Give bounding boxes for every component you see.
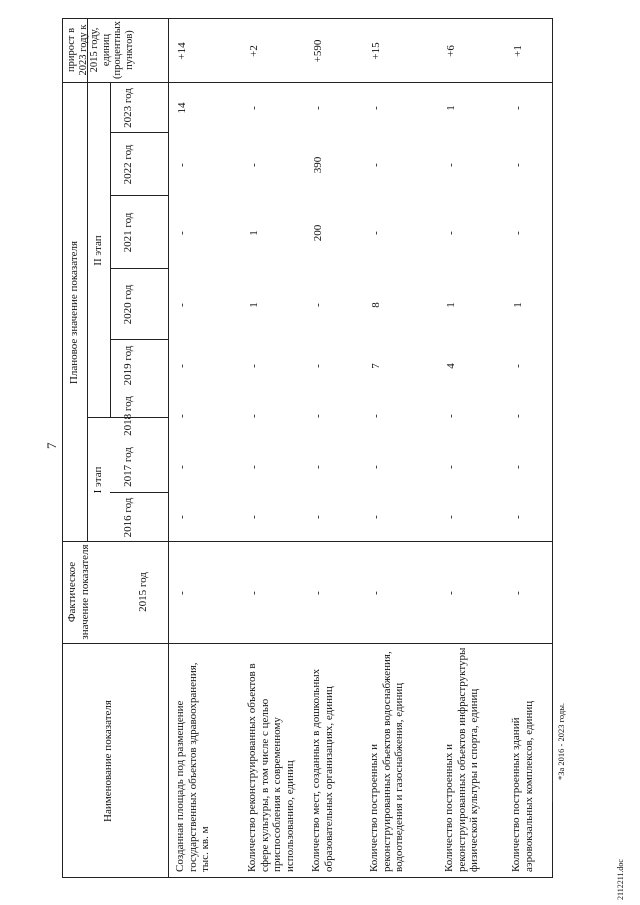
cell-value: 1: [512, 302, 524, 308]
row-name: Количество построенных зданий аэровокзальных комплексов, единиц: [510, 700, 535, 872]
filename: 2112211.doc: [616, 859, 625, 900]
cell-actual: -: [312, 591, 324, 595]
cell-value: -: [445, 465, 457, 469]
cell-value: 4: [445, 363, 457, 369]
cell-value: -: [370, 515, 382, 519]
cell-value: -: [445, 163, 457, 167]
year-2016: 2016 год: [122, 497, 134, 538]
year-2017: 2017 год: [122, 447, 134, 487]
cell-value: 200: [312, 224, 324, 242]
row-name: Количество построенных и реконструированных объектов инфраструктуры физической культуры и спорта, единиц: [443, 647, 480, 872]
cell-value: -: [312, 465, 324, 469]
cell-value: -: [176, 515, 188, 519]
cell-value: -: [176, 231, 188, 235]
cell-value: -: [248, 106, 260, 110]
row-name: Количество реконструированных объектов в сфере культуры, в том числе с целью приспособления к современному использованию, единиц: [246, 663, 296, 872]
rotated-table: [62, 18, 622, 878]
page-number: 7: [44, 442, 59, 449]
cell-value: -: [176, 364, 188, 368]
row-name: Количество мест, созданных в дошкольных образовательных организациях, единиц: [310, 668, 335, 872]
cell-value: -: [512, 163, 524, 167]
cell-value: -: [176, 465, 188, 469]
cell-value: -: [512, 106, 524, 110]
header-planned: Плановое значение показателя: [68, 240, 80, 385]
year-2020: 2020 год: [122, 284, 134, 325]
cell-value: -: [370, 465, 382, 469]
cell-value: 8: [370, 302, 382, 308]
header-growth: прирост в 2023 году к 2015 году, единиц (процентных пунктов): [66, 20, 135, 80]
cell-value: -: [512, 364, 524, 368]
cell-actual: -: [248, 591, 260, 595]
cell-value: -: [312, 364, 324, 368]
year-2018: 2018 год: [122, 396, 134, 436]
cell-value: -: [176, 303, 188, 307]
cell-growth: +590: [312, 39, 324, 63]
header-name: Наименование показателя: [102, 700, 114, 822]
cell-value: 7: [370, 363, 382, 369]
cell-value: -: [370, 414, 382, 418]
cell-value: 1: [445, 302, 457, 308]
cell-value: -: [312, 414, 324, 418]
cell-actual: -: [445, 591, 457, 595]
cell-value: -: [445, 231, 457, 235]
footnote-rule: [552, 740, 553, 802]
cell-actual: -: [176, 591, 188, 595]
cell-value: -: [370, 106, 382, 110]
header-stage2: II этап: [92, 235, 104, 266]
cell-value: -: [248, 163, 260, 167]
cell-growth: +15: [370, 42, 382, 60]
cell-value: -: [176, 414, 188, 418]
cell-value: -: [512, 515, 524, 519]
header-actual-year: 2015 год: [137, 572, 149, 612]
cell-value: -: [312, 303, 324, 307]
cell-growth: +14: [176, 42, 188, 60]
header-actual: Фактическое значение показателя: [66, 544, 91, 640]
cell-value: -: [370, 231, 382, 235]
cell-value: 1: [445, 105, 457, 111]
cell-value: -: [512, 231, 524, 235]
cell-value: -: [312, 106, 324, 110]
cell-value: 1: [248, 302, 260, 308]
table-border: [62, 18, 63, 878]
cell-value: -: [512, 414, 524, 418]
year-2019: 2019 год: [122, 345, 134, 386]
year-2023: 2023 год: [122, 88, 134, 128]
year-2022: 2022 год: [122, 144, 134, 185]
cell-value: -: [312, 515, 324, 519]
cell-value: -: [248, 414, 260, 418]
cell-value: 14: [176, 102, 188, 114]
header-stage1: I этап: [92, 466, 104, 494]
row-name: Количество построенных и реконструированных объектов водоснабжения, водоотведения и газоснабжения, единиц: [368, 651, 405, 872]
cell-actual: -: [370, 591, 382, 595]
cell-growth: +2: [248, 45, 260, 57]
cell-growth: +6: [445, 45, 457, 57]
cell-growth: +1: [512, 45, 524, 57]
cell-value: -: [445, 515, 457, 519]
row-name: Созданная площадь под размещение государственных объектов здравоохранения, тыс. кв. м: [174, 662, 211, 872]
cell-value: -: [176, 163, 188, 167]
cell-value: 1: [248, 230, 260, 236]
cell-value: -: [445, 414, 457, 418]
cell-value: -: [248, 465, 260, 469]
cell-value: -: [370, 163, 382, 167]
cell-value: -: [248, 515, 260, 519]
cell-actual: -: [512, 591, 524, 595]
cell-value: 390: [312, 156, 324, 174]
cell-value: -: [512, 465, 524, 469]
cell-value: -: [248, 364, 260, 368]
year-2021: 2021 год: [122, 212, 134, 253]
footnote: *За 2016 - 2023 годы.: [556, 702, 566, 780]
